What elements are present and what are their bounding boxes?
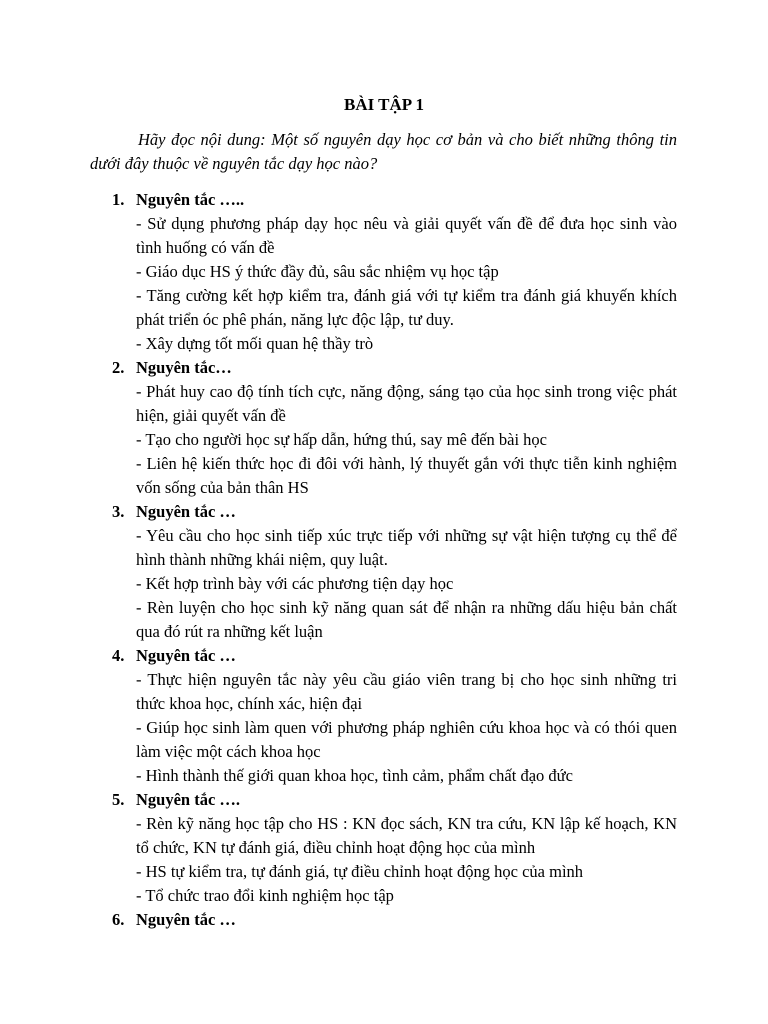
- item-line: - Tăng cường kết hợp kiểm tra, đánh giá với tự kiểm tra đánh giá khuyến khích phát triển óc phê phán, năng lực độc lập, tư duy.: [136, 286, 677, 329]
- item-lines: [136, 212, 677, 356]
- item-title: Nguyên tắc …: [136, 646, 236, 665]
- item-heading: [0, 500, 768, 524]
- item-number: 4.: [112, 646, 125, 665]
- item-line: - Yêu cầu cho học sinh tiếp xúc trực tiếp với những sự vật hiện tượng cụ thể để hình thành những khái niệm, quy luật.: [136, 526, 677, 569]
- list-item: [0, 356, 768, 500]
- item-heading: [0, 788, 768, 812]
- item-lines: [136, 524, 677, 644]
- item-line: - Kết hợp trình bày với các phương tiện dạy học: [136, 574, 454, 593]
- item-title: Nguyên tắc…: [136, 358, 232, 377]
- item-line: - HS tự kiểm tra, tự đánh giá, tự điều chỉnh hoạt động học của mình: [136, 862, 584, 881]
- list-item: [0, 500, 768, 644]
- item-number: 2.: [112, 358, 125, 377]
- document-title: BÀI TẬP 1: [344, 95, 424, 114]
- item-title: Nguyên tắc …..: [136, 190, 245, 209]
- item-line: - Liên hệ kiến thức học đi đôi với hành, lý thuyết gắn với thực tiễn kinh nghiệm vốn sống của bản thân HS: [136, 454, 677, 497]
- item-line: - Rèn luyện cho học sinh kỹ năng quan sát để nhận ra những dấu hiệu bản chất qua đó rút ra những kết luận: [136, 598, 677, 641]
- item-line: - Sử dụng phương pháp dạy học nêu và giải quyết vấn đề để đưa học sinh vào tình huống có vấn đề: [136, 214, 677, 257]
- item-line: - Hình thành thế giới quan khoa học, tình cảm, phẩm chất đạo đức: [136, 766, 573, 785]
- item-line: - Phát huy cao độ tính tích cực, năng động, sáng tạo của học sinh trong việc phát hiện, giải quyết vấn đề: [136, 382, 677, 425]
- item-heading: [0, 644, 768, 668]
- item-line: - Rèn kỹ năng học tập cho HS : KN đọc sách, KN tra cứu, KN lập kế hoạch, KN tổ chức, KN tự đánh giá, điều chỉnh hoạt động học của mình: [136, 814, 677, 857]
- item-lines: [136, 668, 677, 788]
- item-title: Nguyên tắc …: [136, 910, 236, 929]
- principles-list: [0, 188, 768, 932]
- item-line: - Tạo cho người học sự hấp dẫn, hứng thú, say mê đến bài học: [136, 430, 547, 449]
- item-number: 5.: [112, 790, 125, 809]
- item-lines: [136, 380, 677, 500]
- list-item: [0, 788, 768, 908]
- item-line: - Tổ chức trao đổi kinh nghiệm học tập: [136, 886, 394, 905]
- item-heading: [0, 908, 768, 932]
- item-number: 3.: [112, 502, 125, 521]
- item-line: - Giáo dục HS ý thức đầy đủ, sâu sắc nhiệm vụ học tập: [136, 262, 499, 281]
- item-lines: [136, 812, 677, 908]
- item-heading: [0, 356, 768, 380]
- item-title: Nguyên tắc …: [136, 502, 236, 521]
- item-title: Nguyên tắc ….: [136, 790, 241, 809]
- list-item: [0, 908, 768, 932]
- item-line: - Thực hiện nguyên tắc này yêu cầu giáo viên trang bị cho học sinh những tri thức khoa học, chính xác, hiện đại: [136, 670, 677, 713]
- item-line: - Xây dựng tốt mối quan hệ thầy trò: [136, 334, 374, 353]
- list-item: [0, 644, 768, 788]
- item-line: - Giúp học sinh làm quen với phương pháp nghiên cứu khoa học và có thói quen làm việc một cách khoa học: [136, 718, 677, 761]
- list-item: [0, 188, 768, 356]
- item-heading: [0, 188, 768, 212]
- item-number: 1.: [112, 190, 125, 209]
- intro-paragraph: Hãy đọc nội dung: Một số nguyên dạy học cơ bản và cho biết những thông tin dưới đây thuộc về nguyên tắc dạy học nào?: [90, 130, 677, 173]
- item-number: 6.: [112, 910, 125, 929]
